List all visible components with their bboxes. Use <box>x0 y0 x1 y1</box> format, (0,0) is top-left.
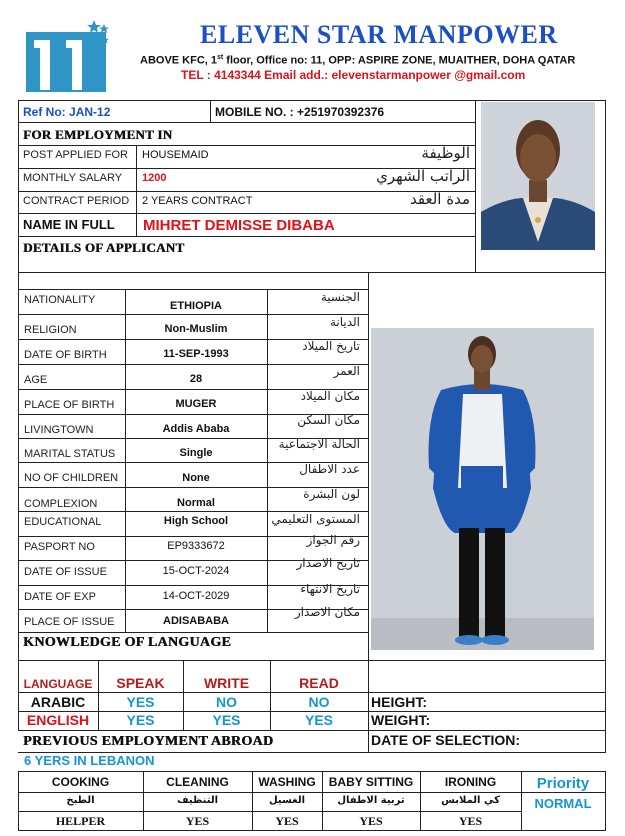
company-address: ABOVE KFC, 1st floor, Office no: 11, OPP: ASPIRE ZONE, MUAITHER, DOHA QATAR <box>140 54 576 67</box>
detail-arabic-complexion: لون البشرة <box>303 487 360 501</box>
detail-value-livingtown: Addis Ababa <box>162 423 230 435</box>
lang-arabic: ARABIC <box>30 694 86 710</box>
detail-value-education: High School <box>163 515 229 527</box>
details-heading: DETAILS OF APPLICANT <box>23 240 185 255</box>
skill-cleaning-level: YES <box>185 814 210 828</box>
detail-row-divider <box>18 364 368 365</box>
detail-arabic-age: العمر <box>333 364 360 378</box>
full-body-photo <box>371 328 594 650</box>
detail-label-marital: MARITAL STATUS <box>24 448 116 460</box>
post-value: HOUSEMAID <box>142 149 209 161</box>
detail-label-complexion: COMPLEXION <box>24 498 98 510</box>
skill-baby-sitting-level: YES <box>359 814 383 828</box>
detail-label-passport: PASPORT NO <box>24 541 95 553</box>
detail-arabic-livingtown: مكان السكن <box>297 413 360 427</box>
lang-english-read: YES <box>304 712 333 728</box>
mobile-number: MOBILE NO. : +251970392376 <box>215 105 385 119</box>
detail-value-age: 28 <box>189 373 203 385</box>
employment-heading: FOR EMPLOYMENT IN <box>23 127 173 142</box>
ref-number: Ref No: JAN-12 <box>23 105 111 119</box>
lang-english-speak: YES <box>126 712 155 728</box>
detail-arabic-religion: الديانة <box>329 315 360 329</box>
salary-label: MONTHLY SALARY <box>23 172 123 184</box>
lang-arabic-read: NO <box>308 694 330 710</box>
selection-date-label: DATE OF SELECTION: <box>371 732 521 748</box>
skill-ironing-ar: كي الملابس <box>441 795 500 806</box>
salary-arabic: الراتب الشهري <box>376 167 470 185</box>
priority-value: NORMAL <box>534 796 592 811</box>
weight-label: WEIGHT: <box>371 712 431 728</box>
detail-arabic-children: عدد الاطفال <box>299 462 360 476</box>
detail-value-pob: MUGER <box>175 398 217 410</box>
company-contact: TEL : 4143344 Email add.: elevenstarmanpower @gmail.com <box>181 68 526 82</box>
detail-value-passport: EP9333672 <box>167 540 225 552</box>
lang-english-write: YES <box>212 712 241 728</box>
previous-experience: 6 YERS IN LEBANON <box>24 753 155 768</box>
lang-header-language: LANGUAGE <box>23 677 93 691</box>
detail-label-dob: DATE OF BIRTH <box>24 349 107 361</box>
post-label: POST APPLIED FOR <box>23 149 128 161</box>
detail-value-expiry-date: 14-OCT-2029 <box>162 590 230 602</box>
post-arabic: الوظيفة <box>421 144 470 162</box>
portrait-photo <box>481 102 595 250</box>
detail-label-education: EDUCATIONAL <box>24 516 102 528</box>
lang-arabic-speak: YES <box>126 694 155 710</box>
contract-label: CONTRACT PERIOD <box>23 195 130 207</box>
lang-header-read: READ <box>299 675 339 691</box>
detail-label-religion: RELIGION <box>24 324 77 336</box>
skill-cleaning-ar: التنظيف <box>176 795 219 806</box>
detail-row-divider <box>18 314 368 315</box>
detail-label-children: NO OF CHILDREN <box>24 472 119 484</box>
detail-value-nationality: ETHIOPIA <box>170 300 222 312</box>
lang-arabic-write: NO <box>216 694 237 710</box>
detail-label-expiry-date: DATE OF EXP <box>24 591 96 603</box>
detail-arabic-nationality: الجنسية <box>320 290 360 304</box>
detail-arabic-pob: مكان الميلاد <box>300 389 360 403</box>
skill-ironing: IRONING <box>444 775 497 789</box>
detail-label-issue-place: PLACE OF ISSUE <box>24 616 115 628</box>
name-label: NAME IN FULL <box>23 217 115 232</box>
detail-value-issue-date: 15-OCT-2024 <box>162 565 230 577</box>
contract-value: 2 YEARS CONTRACT <box>142 195 253 207</box>
detail-arabic-issue-place: مكان الاصدار <box>294 605 360 619</box>
detail-value-issue-place: ADISABABA <box>163 615 229 627</box>
detail-label-livingtown: LIVINGTOWN <box>24 424 94 436</box>
detail-value-religion: Non-Muslim <box>164 323 228 335</box>
detail-label-nationality: NATIONALITY <box>24 294 96 306</box>
company-logo <box>26 18 112 92</box>
detail-arabic-education: المستوى التعليمي <box>271 512 360 526</box>
detail-arabic-marital: الحالة الاجتماعية <box>278 437 360 451</box>
skill-baby-sitting-ar: تربية الاطفال <box>337 795 405 806</box>
detail-label-age: AGE <box>24 374 48 386</box>
skill-washing: WASHING <box>258 775 316 789</box>
detail-value-complexion: Normal <box>177 497 215 509</box>
skill-washing-level: YES <box>275 814 299 828</box>
detail-label-pob: PLACE OF BIRTH <box>24 399 115 411</box>
skill-baby-sitting: BABY SITTING <box>328 775 414 789</box>
contract-arabic: مدة العقد <box>410 190 470 208</box>
priority-label: Priority <box>536 775 590 792</box>
detail-value-marital: Single <box>179 447 213 459</box>
detail-arabic-expiry-date: تاريخ الانتهاء <box>300 582 360 596</box>
lang-header-write: WRITE <box>203 675 250 691</box>
detail-arabic-issue-date: تاريخ الاصدار <box>296 556 360 570</box>
skill-washing-ar: الغسيل <box>268 795 305 806</box>
lang-english: ENGLISH <box>26 712 90 728</box>
previous-heading: PREVIOUS EMPLOYMENT ABROAD <box>23 734 274 749</box>
salary-value: 1200 <box>142 172 167 184</box>
skill-ironing-level: YES <box>458 814 483 828</box>
full-name: MIHRET DEMISSE DIBABA <box>143 217 335 234</box>
skill-cleaning: CLEANING <box>166 775 229 789</box>
lang-header-speak: SPEAK <box>116 675 165 691</box>
height-label: HEIGHT: <box>371 694 427 710</box>
language-heading: KNOWLEDGE OF LANGUAGE <box>23 635 232 650</box>
detail-arabic-passport: رقم الجواز <box>306 533 360 547</box>
skill-cooking-ar: الطبخ <box>66 795 95 806</box>
detail-value-dob: 11-SEP-1993 <box>163 348 229 360</box>
skill-cooking: COOKING <box>51 775 110 789</box>
skill-cooking-level: HELPER <box>55 814 106 828</box>
company-name: ELEVEN STAR MANPOWER <box>200 20 558 49</box>
detail-label-issue-date: DATE OF ISSUE <box>24 566 107 578</box>
detail-value-children: None <box>182 472 210 484</box>
detail-arabic-dob: تاريخ الميلاد <box>302 339 360 353</box>
